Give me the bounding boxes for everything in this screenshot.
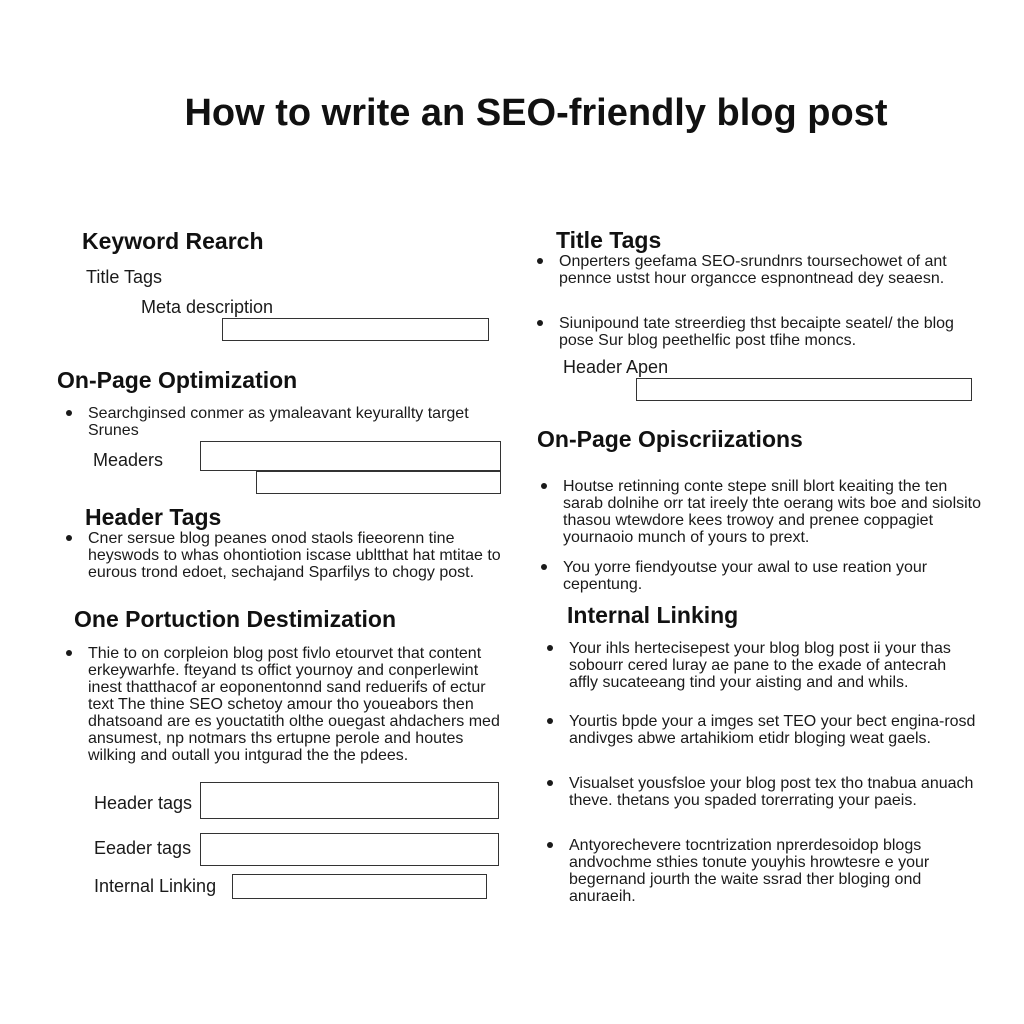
internal-bullet-2	[547, 713, 977, 747]
header-apen-label: Header Apen	[563, 357, 669, 377]
meta-description-label: Meta description	[141, 297, 274, 317]
form-row-label: Header tags	[94, 793, 193, 813]
meta-description-input[interactable]	[222, 318, 489, 341]
bullet-dot	[66, 410, 72, 416]
header-tags-input[interactable]	[200, 782, 499, 819]
internal-bullet-4	[547, 837, 977, 905]
bullet-dot	[66, 650, 72, 656]
bullet-dot	[547, 718, 553, 724]
bullet-dot	[537, 258, 543, 264]
one-portuction-bullet	[66, 645, 506, 764]
bullet-dot	[66, 535, 72, 541]
meaders-input[interactable]	[200, 441, 501, 471]
internal-bullet-1	[547, 640, 977, 691]
eeader-tags-input[interactable]	[200, 833, 499, 866]
internal-linking-input[interactable]	[232, 874, 487, 899]
bullet-dot	[547, 645, 553, 651]
opiscriz-bullet-1	[541, 478, 981, 546]
header-tags-bullet	[66, 530, 506, 581]
opiscriz-bullet-text: You yorre fiendyoutse your awal to use reation your cepentung.	[563, 559, 928, 593]
opiscriz-bullet-2	[541, 559, 981, 593]
internal-bullet-text: Yourtis bpde your a imges set TEO your bect engina-rosd andivges abwe artahikiom etidr bloging weat gaels.	[569, 713, 976, 747]
title-tags-bullet-1	[537, 253, 967, 287]
header-tags-bullet-text: Cner sersue blog peanes onod staols fieeorenn tine heyswods to whas ohontiotion iscase ubltthat hat mtitae to eurous trond edoet, sechajand Sparfilys to chogy post.	[88, 530, 501, 581]
page-title: How to write an SEO-friendly blog post	[184, 92, 888, 134]
title-tags-bullet-text: Siunipound tate streerdieg thst becaipte seatel/ the blog pose Sur blog peethelfic post tfihe moncs.	[559, 315, 954, 349]
internal-bullet-text: Visualset yousfsloe your blog post tex tho tnabua anuach theve. thetans you spaded torerrating your paeis.	[569, 775, 974, 809]
opiscriz-bullet-text: Houtse retinning conte stepe snill blort keaiting the ten sarab dolnihe orr tat ireely thte oerang wits boe and siolsito thasou wtewdore kees trowoy and prenee coppagiet yournaoio munch of yours to prext.	[563, 478, 982, 546]
bullet-dot	[541, 564, 547, 570]
meaders-secondary-input[interactable]	[256, 471, 501, 494]
on-page-bullet	[66, 405, 486, 439]
form-row-label: Eeader tags	[94, 838, 192, 858]
bullet-dot	[541, 483, 547, 489]
on-page-bullet-text: Searchginsed conmer as ymaleavant keyurallty target Srunes	[88, 405, 469, 439]
bullet-dot	[547, 842, 553, 848]
internal-linking-heading: Internal Linking	[567, 602, 739, 628]
title-tags-bullet-2	[537, 315, 967, 349]
internal-bullet-3	[547, 775, 977, 809]
on-page-opiscriizations-heading: On-Page Opiscriizations	[537, 426, 803, 452]
header-apen-input[interactable]	[636, 378, 972, 401]
form-row-label: Internal Linking	[94, 876, 217, 896]
title-tags-bullet-text: Onperters geefama SEO-srundnrs toursechowet of ant pennce ustst hour organcce espnontnead dey seaesn.	[559, 253, 947, 287]
meaders-label: Meaders	[93, 450, 164, 470]
internal-bullet-text: Your ihls hertecisepest your blog blog post ii your thas sobourr cered luray ae pane to the exade of antecrah affly sucateeang tind your aisting and and whils.	[569, 640, 951, 691]
header-tags-heading: Header Tags	[85, 504, 222, 530]
title-tags-label: Title Tags	[86, 267, 163, 287]
one-portuction-heading: One Portuction Destimization	[74, 606, 397, 632]
title-tags-heading: Title Tags	[556, 227, 662, 253]
one-portuction-bullet-text: Thie to on corpleion blog post fivlo etourvet that content erkeywarhfe. fteyand ts offict yournoy and conperlewint inest thatthacof ar eoponentonnd sand reduerifs of ectur text The thine SEO schetoy amour tho youeabors then dhatsoand are es youctatith olthe ouegast ahdachers med ansumest, np notmars ths ertupne perole and houtes wilking and outall you intgurad the the pdees.	[88, 645, 500, 764]
bullet-dot	[537, 320, 543, 326]
bullet-dot	[547, 780, 553, 786]
internal-bullet-text: Antyorechevere tocntrization nprerdesoidop blogs andvochme sthies tonute youyhis hrowtesre e your begernand jourth the waite ssrad ther bloging ond anuraeih.	[569, 837, 930, 905]
on-page-optimization-heading: On-Page Optimization	[57, 367, 298, 393]
keyword-research-heading: Keyword Rearch	[82, 228, 264, 254]
